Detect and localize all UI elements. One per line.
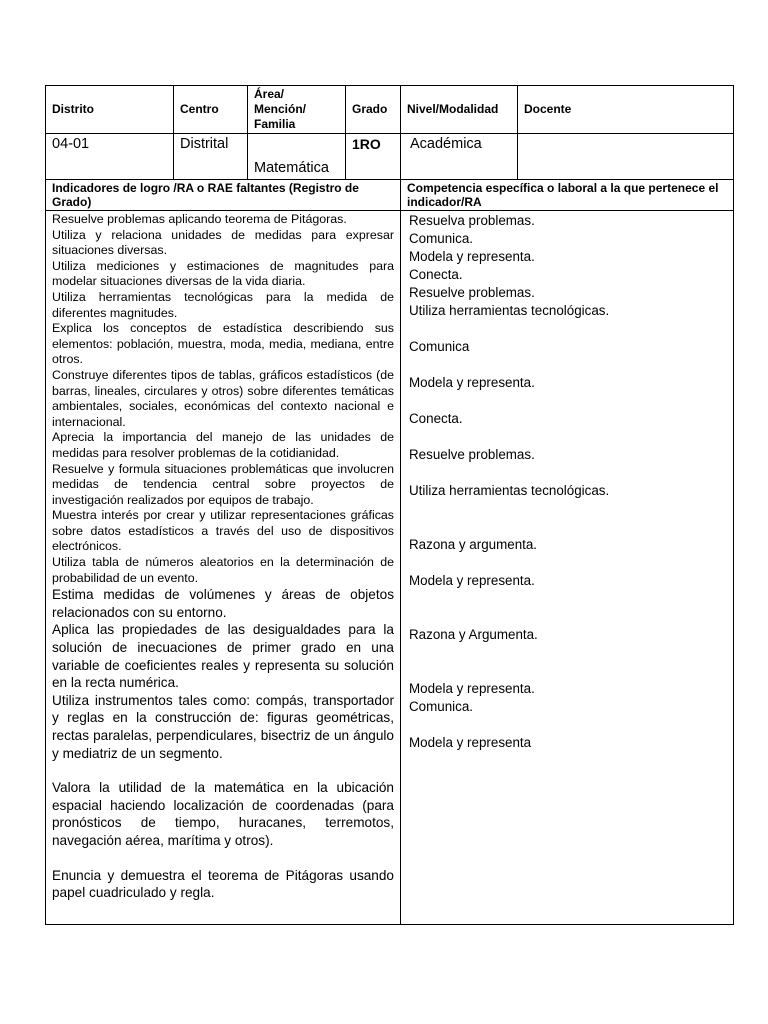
competencia-spacer bbox=[407, 608, 727, 626]
competencia-item: Comunica. bbox=[409, 699, 474, 714]
competencia-item: Resuelva problemas. bbox=[409, 213, 535, 228]
header-row bbox=[46, 86, 734, 134]
header-nivel: Nivel/Modalidad bbox=[401, 86, 518, 134]
competencia-item: Utiliza herramientas tecnológicas. bbox=[409, 483, 610, 498]
value-centro: Distrital bbox=[174, 134, 248, 180]
indicadores-cell bbox=[46, 211, 401, 925]
indicador-item: Utiliza y relaciona unidades de medidas para expresar situaciones diversas. bbox=[52, 227, 394, 258]
competencia-spacer bbox=[407, 356, 727, 374]
values-row bbox=[46, 134, 734, 180]
content-row bbox=[46, 211, 734, 925]
competencia-item: Comunica. bbox=[409, 231, 474, 246]
spacer bbox=[52, 762, 394, 779]
indicador-item: Estima medidas de volúmenes y áreas de objetos relacionados con su entorno. bbox=[52, 587, 394, 620]
competencia-item: Utiliza herramientas tecnológicas. bbox=[409, 303, 610, 318]
value-distrito: 04-01 bbox=[46, 134, 174, 180]
header-distrito: Distrito bbox=[46, 86, 174, 134]
indicador-item: Construye diferentes tipos de tablas, gráficos estadísticos (de barras, lineales, circulares y otros) sobre diferentes temáticas ambientales, sociales, económicas del contexto nacional e internacional. bbox=[52, 367, 394, 429]
header-centro: Centro bbox=[174, 86, 248, 134]
value-grado: 1RO bbox=[346, 134, 401, 180]
competencia-item: Razona y argumenta. bbox=[409, 537, 538, 552]
indicador-item: Resuelve y formula situaciones problemáticas que involucren medidas de tendencia central sobre proyectos de investigación realizados por equipos de trabajo. bbox=[52, 461, 394, 507]
competencia-spacer bbox=[407, 662, 727, 680]
indicador-item: Utiliza mediciones y estimaciones de magnitudes para modelar situaciones diversas de la vida diaria. bbox=[52, 258, 394, 289]
competencia-item: Comunica bbox=[409, 339, 470, 354]
indicador-item: Resuelve problemas aplicando teorema de Pitágoras. bbox=[52, 212, 347, 226]
competencia-spacer bbox=[407, 320, 727, 338]
competencia-item: Razona y Argumenta. bbox=[409, 627, 538, 642]
indicador-item: Aplica las propiedades de las desigualdades para la solución de inecuaciones de primer grado en una variable de coeficientes reales y representa su solución en la recta numérica. bbox=[52, 622, 394, 691]
indicador-item: Utiliza herramientas tecnológicas para la medida de diferentes magnitudes. bbox=[52, 289, 394, 320]
indicador-item: Muestra interés por crear y utilizar representaciones gráficas sobre datos estadísticos a través del uso de dispositivos electrónicos. bbox=[52, 508, 394, 554]
competencia-spacer bbox=[407, 716, 727, 734]
competencia-item: Modela y representa. bbox=[409, 573, 535, 588]
competencias-cell bbox=[401, 211, 734, 925]
competencia-spacer bbox=[407, 644, 727, 662]
value-nivel: Académica bbox=[401, 134, 518, 180]
competencia-item: Conecta. bbox=[409, 411, 463, 426]
competencia-item: Resuelve problemas. bbox=[409, 285, 535, 300]
competencia-item: Modela y representa. bbox=[409, 681, 535, 696]
competencia-item: Modela y representa. bbox=[409, 375, 535, 390]
competencia-spacer bbox=[407, 500, 727, 518]
competencia-item: Modela y representa bbox=[409, 735, 532, 750]
value-docente bbox=[518, 134, 734, 180]
section-label-row bbox=[46, 180, 734, 211]
indicador-item: Utiliza tabla de números aleatorios en la determinación de probabilidad de un evento. bbox=[52, 555, 394, 585]
spacer bbox=[52, 850, 394, 867]
planning-table bbox=[45, 85, 734, 925]
value-area: Matemática bbox=[248, 134, 346, 180]
indicador-item: Valora la utilidad de la matemática en la ubicación espacial haciendo localización de coordenadas (para pronósticos de tiempo, huracanes, terremotos, navegación aérea, marítima y otros). bbox=[52, 780, 394, 848]
label-indicadores: Indicadores de logro /RA o RAE faltantes (Registro de Grado) bbox=[46, 180, 401, 211]
competencia-item: Resuelve problemas. bbox=[409, 447, 535, 462]
competencia-spacer bbox=[407, 392, 727, 410]
header-docente: Docente bbox=[518, 86, 734, 134]
competencia-spacer bbox=[407, 428, 727, 446]
competencias-list bbox=[407, 212, 727, 752]
indicador-item: Explica los conceptos de estadística describiendo sus elementos: población, muestra, moda, media, mediana, entre otros. bbox=[52, 321, 394, 367]
label-competencia: Competencia específica o laboral a la que pertenece el indicador/RA bbox=[401, 180, 734, 211]
competencia-item: Modela y representa. bbox=[409, 249, 535, 264]
indicador-item: Utiliza instrumentos tales como: compás, transportador y reglas en la construcción de: figuras geométricas, rectas paralelas, perpendiculares, bisectriz de un ángulo y mediatriz de un segmento. bbox=[52, 692, 394, 761]
competencia-spacer bbox=[407, 554, 727, 572]
header-area: Área/ Mención/ Familia bbox=[248, 86, 346, 134]
competencia-spacer bbox=[407, 590, 727, 608]
planning-sheet bbox=[45, 85, 733, 925]
indicador-item: Enuncia y demuestra el teorema de Pitágoras usando papel cuadriculado y regla. bbox=[52, 867, 394, 901]
indicador-item: Aprecia la importancia del manejo de las unidades de medidas para resolver problemas de la cotidianidad. bbox=[52, 430, 394, 460]
competencia-item: Conecta. bbox=[409, 267, 463, 282]
competencia-spacer bbox=[407, 464, 727, 482]
header-grado: Grado bbox=[346, 86, 401, 134]
competencia-spacer bbox=[407, 518, 727, 536]
